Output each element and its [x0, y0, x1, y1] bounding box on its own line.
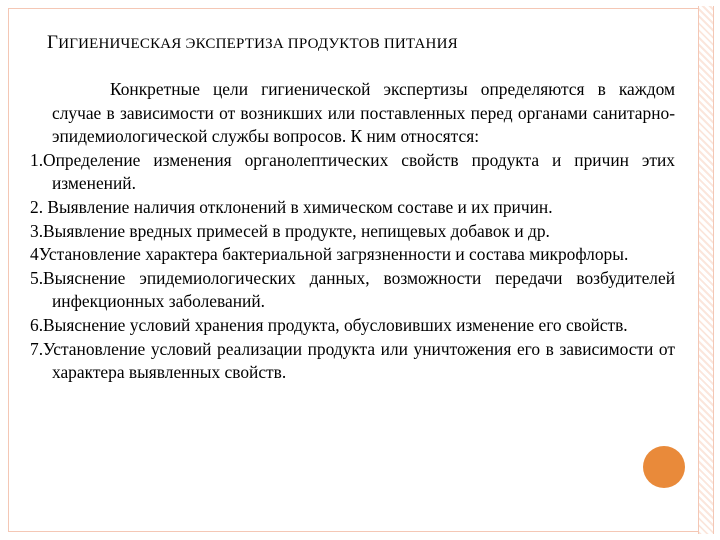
title-first-letter: Г: [47, 32, 59, 53]
list-item-5: 5.Выяснение эпидемиологических данных, возможности передачи возбудителей инфекционных заболеваний.: [30, 267, 675, 312]
list-item-7: 7.Установление условий реализации продукта или уничтожения его в зависимости от характера выявленных свойств.: [30, 338, 675, 383]
list-item-6: 6.Выяснение условий хранения продукта, обусловивших изменение его свойств.: [30, 314, 628, 335]
decorative-side-border: [698, 6, 714, 534]
list-item-2: 2. Выявление наличия отклонений в химическом составе и их причин.: [30, 196, 553, 217]
slide-title: [47, 32, 687, 54]
slide-body: [30, 78, 675, 385]
decorative-circle: [643, 446, 685, 488]
list-item-3: 3.Выявление вредных примесей в продукте, непищевых добавок и др.: [30, 220, 550, 241]
list-item-1: 1.Определение изменения органолептических свойств продукта и причин этих изменений.: [30, 149, 675, 194]
title-rest: ИГИЕНИЧЕСКАЯ ЭКСПЕРТИЗА ПРОДУКТОВ ПИТАНИЯ: [58, 36, 458, 52]
list-item-4: 4Установление характера бактериальной загрязненности и состава микрофлоры.: [30, 244, 629, 265]
intro-paragraph: Конкретные цели гигиенической экспертизы определяются в каждом случае в зависимости от возникших или поставленных перед органами санитарно-эпидемиологической службы вопросов. К ним относятся:: [52, 79, 675, 147]
